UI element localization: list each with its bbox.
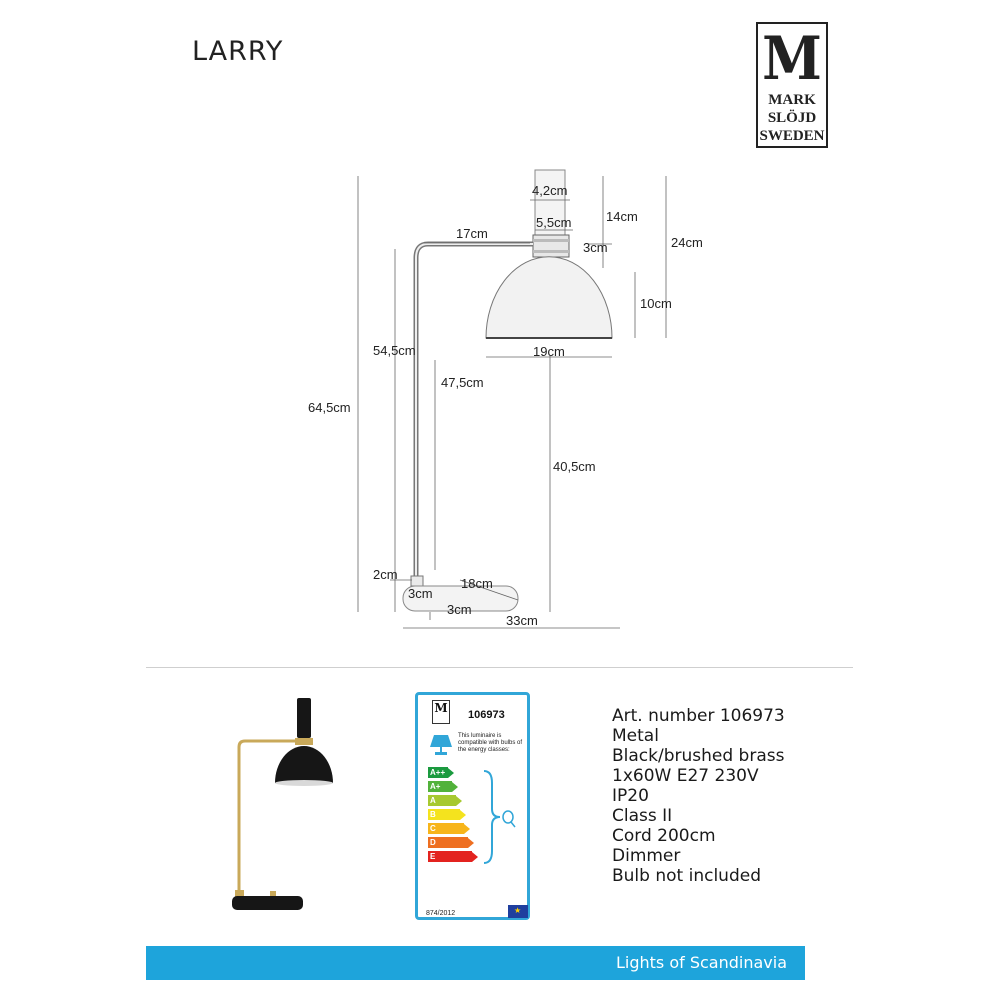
energy-label-regulation: 874/2012 xyxy=(426,910,456,917)
energy-class-d: D xyxy=(428,837,474,848)
footer-banner xyxy=(146,946,805,980)
spec-line: Art. number 106973 xyxy=(612,706,785,726)
dim-base-stem-height: 2cm xyxy=(373,567,398,582)
section-divider xyxy=(146,667,853,668)
energy-label-logo: M xyxy=(432,700,450,724)
dim-shade-top-width: 4,2cm xyxy=(532,183,568,198)
spec-line: Metal xyxy=(612,726,659,746)
dim-shade-to-base: 40,5cm xyxy=(553,459,596,474)
energy-label-info: This luminaire is compatible with bulbs of the energy classes: xyxy=(458,733,523,753)
dim-base-height: 3cm xyxy=(447,602,472,617)
dim-inner-pole-height: 47,5cm xyxy=(441,375,484,390)
energy-class-c: C xyxy=(428,823,470,834)
product-specs xyxy=(612,706,785,886)
dim-total-height: 64,5cm xyxy=(308,400,351,415)
spec-line: Dimmer xyxy=(612,846,681,866)
dim-arm-length: 17cm xyxy=(456,226,488,241)
spec-line: 1x60W E27 230V xyxy=(612,766,759,786)
energy-class-app: A++ xyxy=(428,767,454,778)
spec-line: IP20 xyxy=(612,786,649,806)
brand-logo-line-1: MARK xyxy=(768,92,816,108)
dim-base-radius: 18cm xyxy=(461,576,493,591)
dim-shade-height: 10cm xyxy=(640,296,672,311)
energy-class-b: B xyxy=(428,809,466,820)
shade xyxy=(486,257,612,338)
dim-top-height: 14cm xyxy=(606,209,638,224)
dim-collar-height: 3cm xyxy=(583,240,608,255)
energy-label xyxy=(415,692,530,920)
dim-neck-width: 5,5cm xyxy=(536,215,572,230)
energy-class-e: E xyxy=(428,851,478,862)
dim-head-height: 24cm xyxy=(671,235,703,250)
dim-total-depth: 33cm xyxy=(506,613,538,628)
footer-tagline: Lights of Scandinavia xyxy=(615,953,787,972)
energy-class-a: A xyxy=(428,795,462,806)
spec-line: Cord 200cm xyxy=(612,826,716,846)
product-title: LARRY xyxy=(192,36,284,67)
collar xyxy=(533,235,569,257)
dim-stem-width: 3cm xyxy=(408,586,433,601)
dim-pole-height: 54,5cm xyxy=(373,343,416,358)
brand-logo-letter: M xyxy=(762,24,822,94)
spec-line: Bulb not included xyxy=(612,866,761,886)
dim-shade-width: 19cm xyxy=(533,344,565,359)
spec-line: Class II xyxy=(612,806,673,826)
compat-bracket-icon xyxy=(480,769,520,865)
stem xyxy=(411,576,423,586)
product-photo xyxy=(225,690,345,920)
brand-logo-line-2: SLÖJD xyxy=(767,110,817,126)
energy-class-ap: A+ xyxy=(428,781,458,792)
lamp-icon xyxy=(428,731,454,757)
brand-logo-line-3: SWEDEN xyxy=(759,128,825,144)
energy-label-article: 106973 xyxy=(468,709,505,721)
spec-line: Black/brushed brass xyxy=(612,746,785,766)
eu-flag-icon: ★ xyxy=(508,905,528,918)
